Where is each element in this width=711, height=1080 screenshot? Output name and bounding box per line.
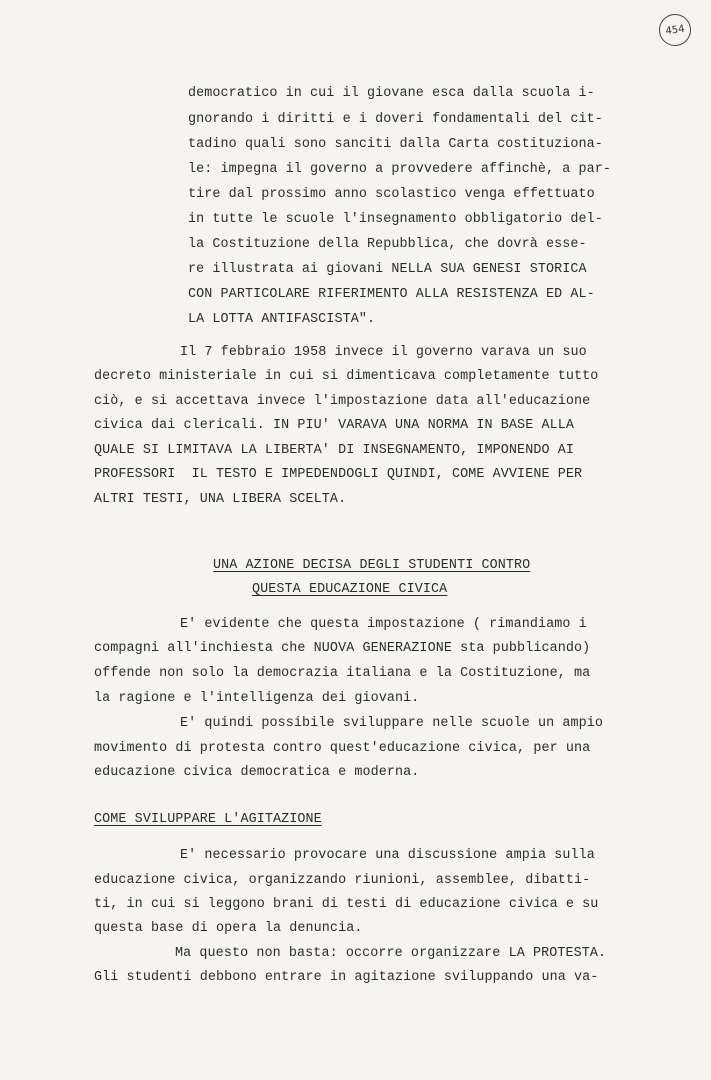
section-heading: QUESTA EDUCAZIONE CIVICA bbox=[252, 582, 448, 597]
text-line: Gli studenti debbono entrare in agitazione sviluppando una va- bbox=[94, 970, 599, 985]
text-line: re illustrata ai giovani NELLA SUA GENESI STORICA bbox=[188, 262, 587, 277]
text-line: decreto ministeriale in cui si dimenticava completamente tutto bbox=[94, 369, 599, 384]
text-line: educazione civica, organizzando riunioni, assemblee, dibatti- bbox=[94, 873, 591, 888]
text-line: democratico in cui il giovane esca dalla scuola i- bbox=[188, 86, 595, 101]
text-line: la ragione e l'intelligenza dei giovani. bbox=[94, 691, 420, 706]
text-line: E' evidente che questa impostazione ( rimandiamo i bbox=[180, 617, 587, 632]
text-line: gnorando i diritti e i doveri fondamentali del cit- bbox=[188, 112, 603, 127]
text-line: PROFESSORI IL TESTO E IMPEDENDOGLI QUINDI, COME AVVIENE PER bbox=[94, 467, 583, 482]
section-subheading: COME SVILUPPARE L'AGITAZIONE bbox=[94, 812, 322, 827]
text-line: tadino quali sono sanciti dalla Carta costituziona- bbox=[188, 137, 603, 152]
text-line: E' quindi possibile sviluppare nelle scuole un ampio bbox=[180, 716, 604, 731]
text-line: E' necessario provocare una discussione ampia sulla bbox=[180, 848, 595, 863]
text-line: tire dal prossimo anno scolastico venga effettuato bbox=[188, 187, 595, 202]
text-line: in tutte le scuole l'insegnamento obbligatorio del- bbox=[188, 212, 603, 227]
text-line: compagni all'inchiesta che NUOVA GENERAZIONE sta pubblicando) bbox=[94, 641, 591, 656]
page-number-stamp: 454 bbox=[657, 12, 693, 48]
text-line: ALTRI TESTI, UNA LIBERA SCELTA. bbox=[94, 492, 347, 507]
text-line: educazione civica democratica e moderna. bbox=[94, 765, 420, 780]
text-line: questa base di opera la denuncia. bbox=[94, 921, 363, 936]
text-line: LA LOTTA ANTIFASCISTA". bbox=[188, 312, 376, 327]
text-line: ti, in cui si leggono brani di testi di educazione civica e su bbox=[94, 897, 599, 912]
text-line: ciò, e si accettava invece l'impostazione data all'educazione bbox=[94, 394, 591, 409]
text-line: la Costituzione della Repubblica, che dovrà esse- bbox=[188, 237, 587, 252]
text-line: Il 7 febbraio 1958 invece il governo varava un suo bbox=[180, 345, 587, 360]
text-line: CON PARTICOLARE RIFERIMENTO ALLA RESISTENZA ED AL- bbox=[188, 287, 595, 302]
text-line: offende non solo la democrazia italiana e la Costituzione, ma bbox=[94, 666, 591, 681]
text-line: QUALE SI LIMITAVA LA LIBERTA' DI INSEGNAMENTO, IMPONENDO AI bbox=[94, 443, 575, 458]
text-line: movimento di protesta contro quest'educazione civica, per una bbox=[94, 741, 591, 756]
section-heading: UNA AZIONE DECISA DEGLI STUDENTI CONTRO bbox=[213, 558, 531, 573]
text-line: le: impegna il governo a provvedere affinchè, a par- bbox=[188, 162, 612, 177]
text-line: civica dai clericali. IN PIU' VARAVA UNA NORMA IN BASE ALLA bbox=[94, 418, 575, 433]
text-line: Ma questo non basta: occorre organizzare LA PROTESTA. bbox=[175, 946, 607, 961]
